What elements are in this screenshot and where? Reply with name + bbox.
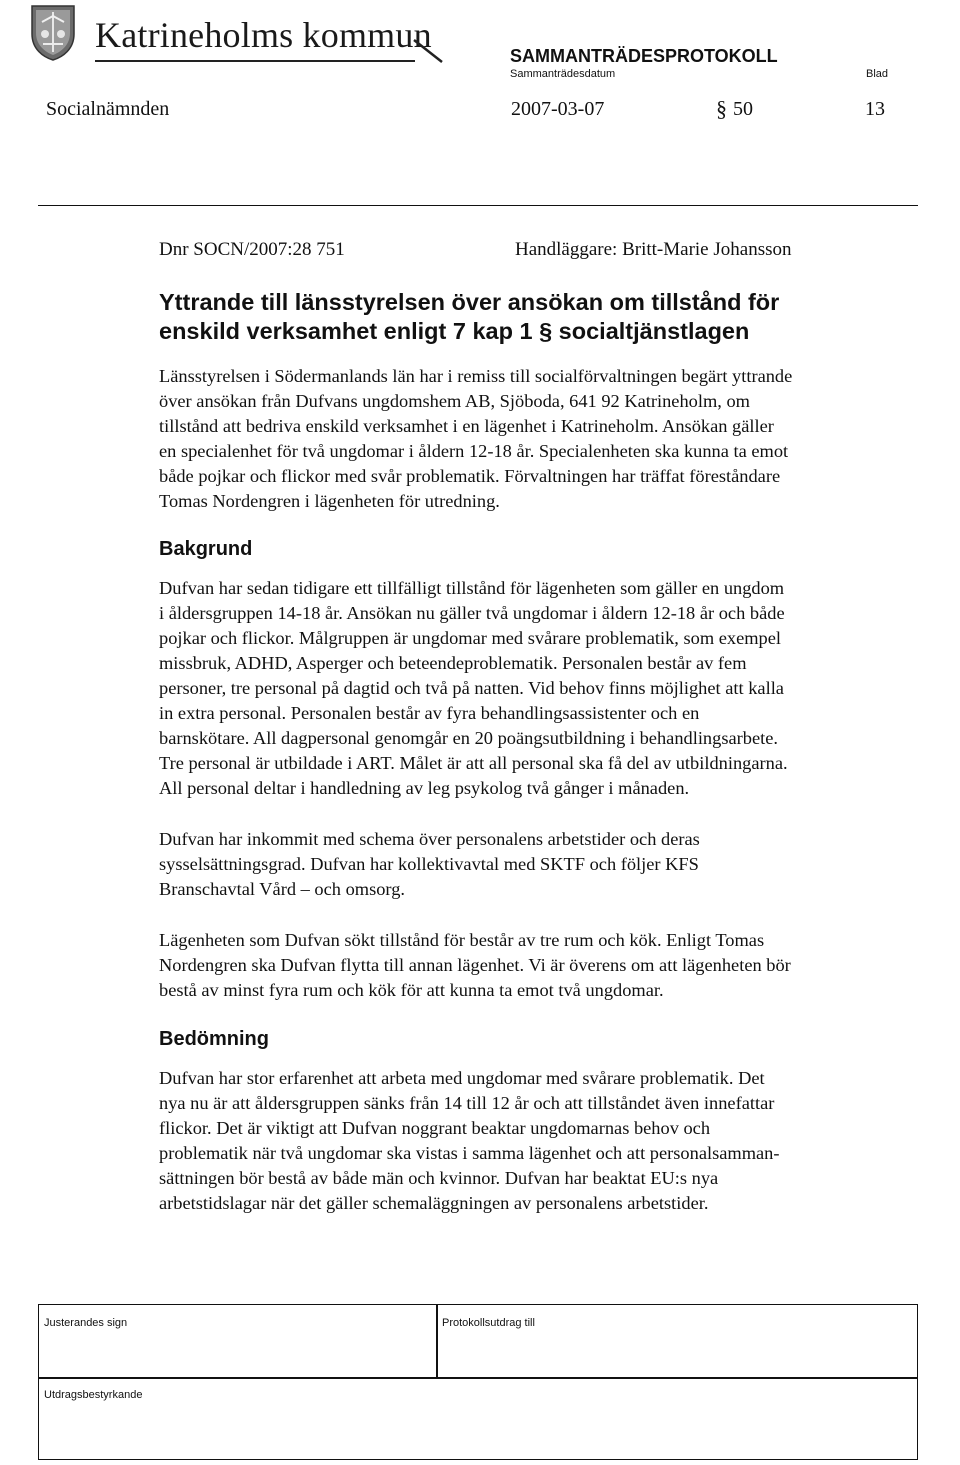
- text-line: pojkar och flickor. Målgruppen är ungdomar med svårare problematik, som exempel: [159, 628, 782, 648]
- bakgrund-paragraph-2: [159, 827, 929, 902]
- title-line: enskild verksamhet enligt 7 kap 1 § socialtjänstlagen: [159, 318, 750, 344]
- municipality-underline: [95, 60, 415, 62]
- case-handler: Handläggare: Britt-Marie Johansson: [515, 239, 792, 260]
- text-line: flickor. Det är viktigt att Dufvan noggrant beaktar ungdomarnas behov och: [159, 1118, 711, 1138]
- text-line: i åldersgruppen 14-18 år. Ansökan nu gäller två ungdomar i åldern 12-18 år och både: [159, 603, 785, 623]
- section-heading-bedomning: Bedömning: [159, 1028, 269, 1050]
- page-number: 13: [865, 98, 885, 120]
- text-line: Tomas Nordengren i lägenheten för utredning.: [159, 491, 500, 511]
- paragraph-sign: §: [716, 96, 727, 121]
- text-line: sysselsättningsgrad. Dufvan har kollektivavtal med SKTF och följer KFS: [159, 854, 699, 874]
- text-line: Dufvan har inkommit med schema över personalens arbetstider och deras: [159, 829, 700, 849]
- text-line: bestå av minst fyra rum och kök för att kunna ta emot två ungdomar.: [159, 980, 664, 1000]
- signature-box-divider-horizontal: [38, 1377, 918, 1379]
- municipal-coat-of-arms-icon: [30, 4, 76, 62]
- text-line: både pojkar och flickor med svår problematik. Förvaltningen har träffat föreståndare: [159, 466, 781, 486]
- text-line: personer, tre personal på dagtid och två på natten. Vid behov finns möjlighet att kalla: [159, 678, 784, 698]
- meeting-date-label: Sammanträdesdatum: [510, 68, 616, 80]
- text-line: Länsstyrelsen i Södermanlands län har i remiss till socialförvaltningen begärt yttrande: [159, 366, 793, 386]
- municipality-name: Katrineholms kommun: [95, 15, 432, 55]
- bedomning-paragraph-1: [159, 1066, 929, 1216]
- text-line: sättningen bör bestå av både män och kvinnor. Dufvan har beaktat EU:s nya: [159, 1168, 719, 1188]
- text-line: tillstånd att bedriva enskild verksamhet i en lägenhet i Katrineholm. Ansökan gäller: [159, 416, 774, 436]
- text-line: missbruk, ADHD, Asperger och beteendeproblematik. Personalen består av fem: [159, 653, 747, 673]
- text-line: All personal deltar i handledning av leg psykolog två gånger i månaden.: [159, 778, 690, 798]
- signature-box-divider-vertical: [436, 1304, 438, 1378]
- text-line: Branschavtal Vård – och omsorg.: [159, 879, 406, 899]
- text-line: Tre personal är utbildade i ART. Målet är att all personal ska få del av utbildningarna.: [159, 753, 788, 773]
- utdragsbestyrkande-label: Utdragsbestyrkande: [44, 1389, 143, 1401]
- header-divider: [38, 205, 918, 206]
- case-number: Dnr SOCN/2007:28 751: [159, 239, 345, 260]
- bakgrund-paragraph-3: [159, 928, 929, 1003]
- text-line: Lägenheten som Dufvan sökt tillstånd för består av tre rum och kök. Enligt Tomas: [159, 930, 765, 950]
- text-line: Nordengren ska Dufvan flytta till annan lägenhet. Vi är överens om att lägenheten bör: [159, 955, 791, 975]
- title-line: Yttrande till länsstyrelsen över ansökan om tillstånd för: [159, 289, 780, 315]
- text-line: Dufvan har sedan tidigare ett tillfälligt tillstånd för lägenheten som gäller en ungdom: [159, 578, 785, 598]
- text-line: barnskötare. All dagpersonal genomgår en 20 poängsutbildning i behandlingsarbete.: [159, 728, 778, 748]
- section-heading-bakgrund: Bakgrund: [159, 538, 253, 560]
- committee-name: Socialnämnden: [46, 98, 170, 120]
- protokollsutdrag-label: Protokollsutdrag till: [442, 1317, 535, 1329]
- logo-slash-decoration: [412, 38, 446, 64]
- text-line: nya nu är att åldersgruppen sänks från 14 till 12 år och att tillståndet även innefattar: [159, 1093, 775, 1113]
- bakgrund-paragraph-1: [159, 576, 929, 801]
- page-label: Blad: [866, 68, 889, 80]
- justerandes-sign-label: Justerandes sign: [44, 1317, 128, 1329]
- text-line: arbetstidslagar när det gäller schemaläggningen av personalens arbetstider.: [159, 1193, 709, 1213]
- meeting-date: 2007-03-07: [511, 98, 605, 120]
- intro-paragraph: [159, 364, 929, 514]
- paragraph-number: 50: [733, 98, 753, 120]
- document-title: [159, 288, 919, 346]
- text-line: över ansökan från Dufvans ungdomshem AB, Sjöboda, 641 92 Katrineholm, om: [159, 391, 750, 411]
- text-line: problematik när två ungdomar ska vistas i samma lägenhet och att personalsamman-: [159, 1143, 780, 1163]
- text-line: en specialenhet för två ungdomar i åldern 12-18 år. Specialenheten ska kunna ta emot: [159, 441, 789, 461]
- text-line: in extra personal. Personalen består av fyra behandlingsassistenter och en: [159, 703, 700, 723]
- protocol-title: SAMMANTRÄDESPROTOKOLL: [510, 46, 778, 66]
- text-line: Dufvan har stor erfarenhet att arbeta med ungdomar med svårare problematik. Det: [159, 1068, 765, 1088]
